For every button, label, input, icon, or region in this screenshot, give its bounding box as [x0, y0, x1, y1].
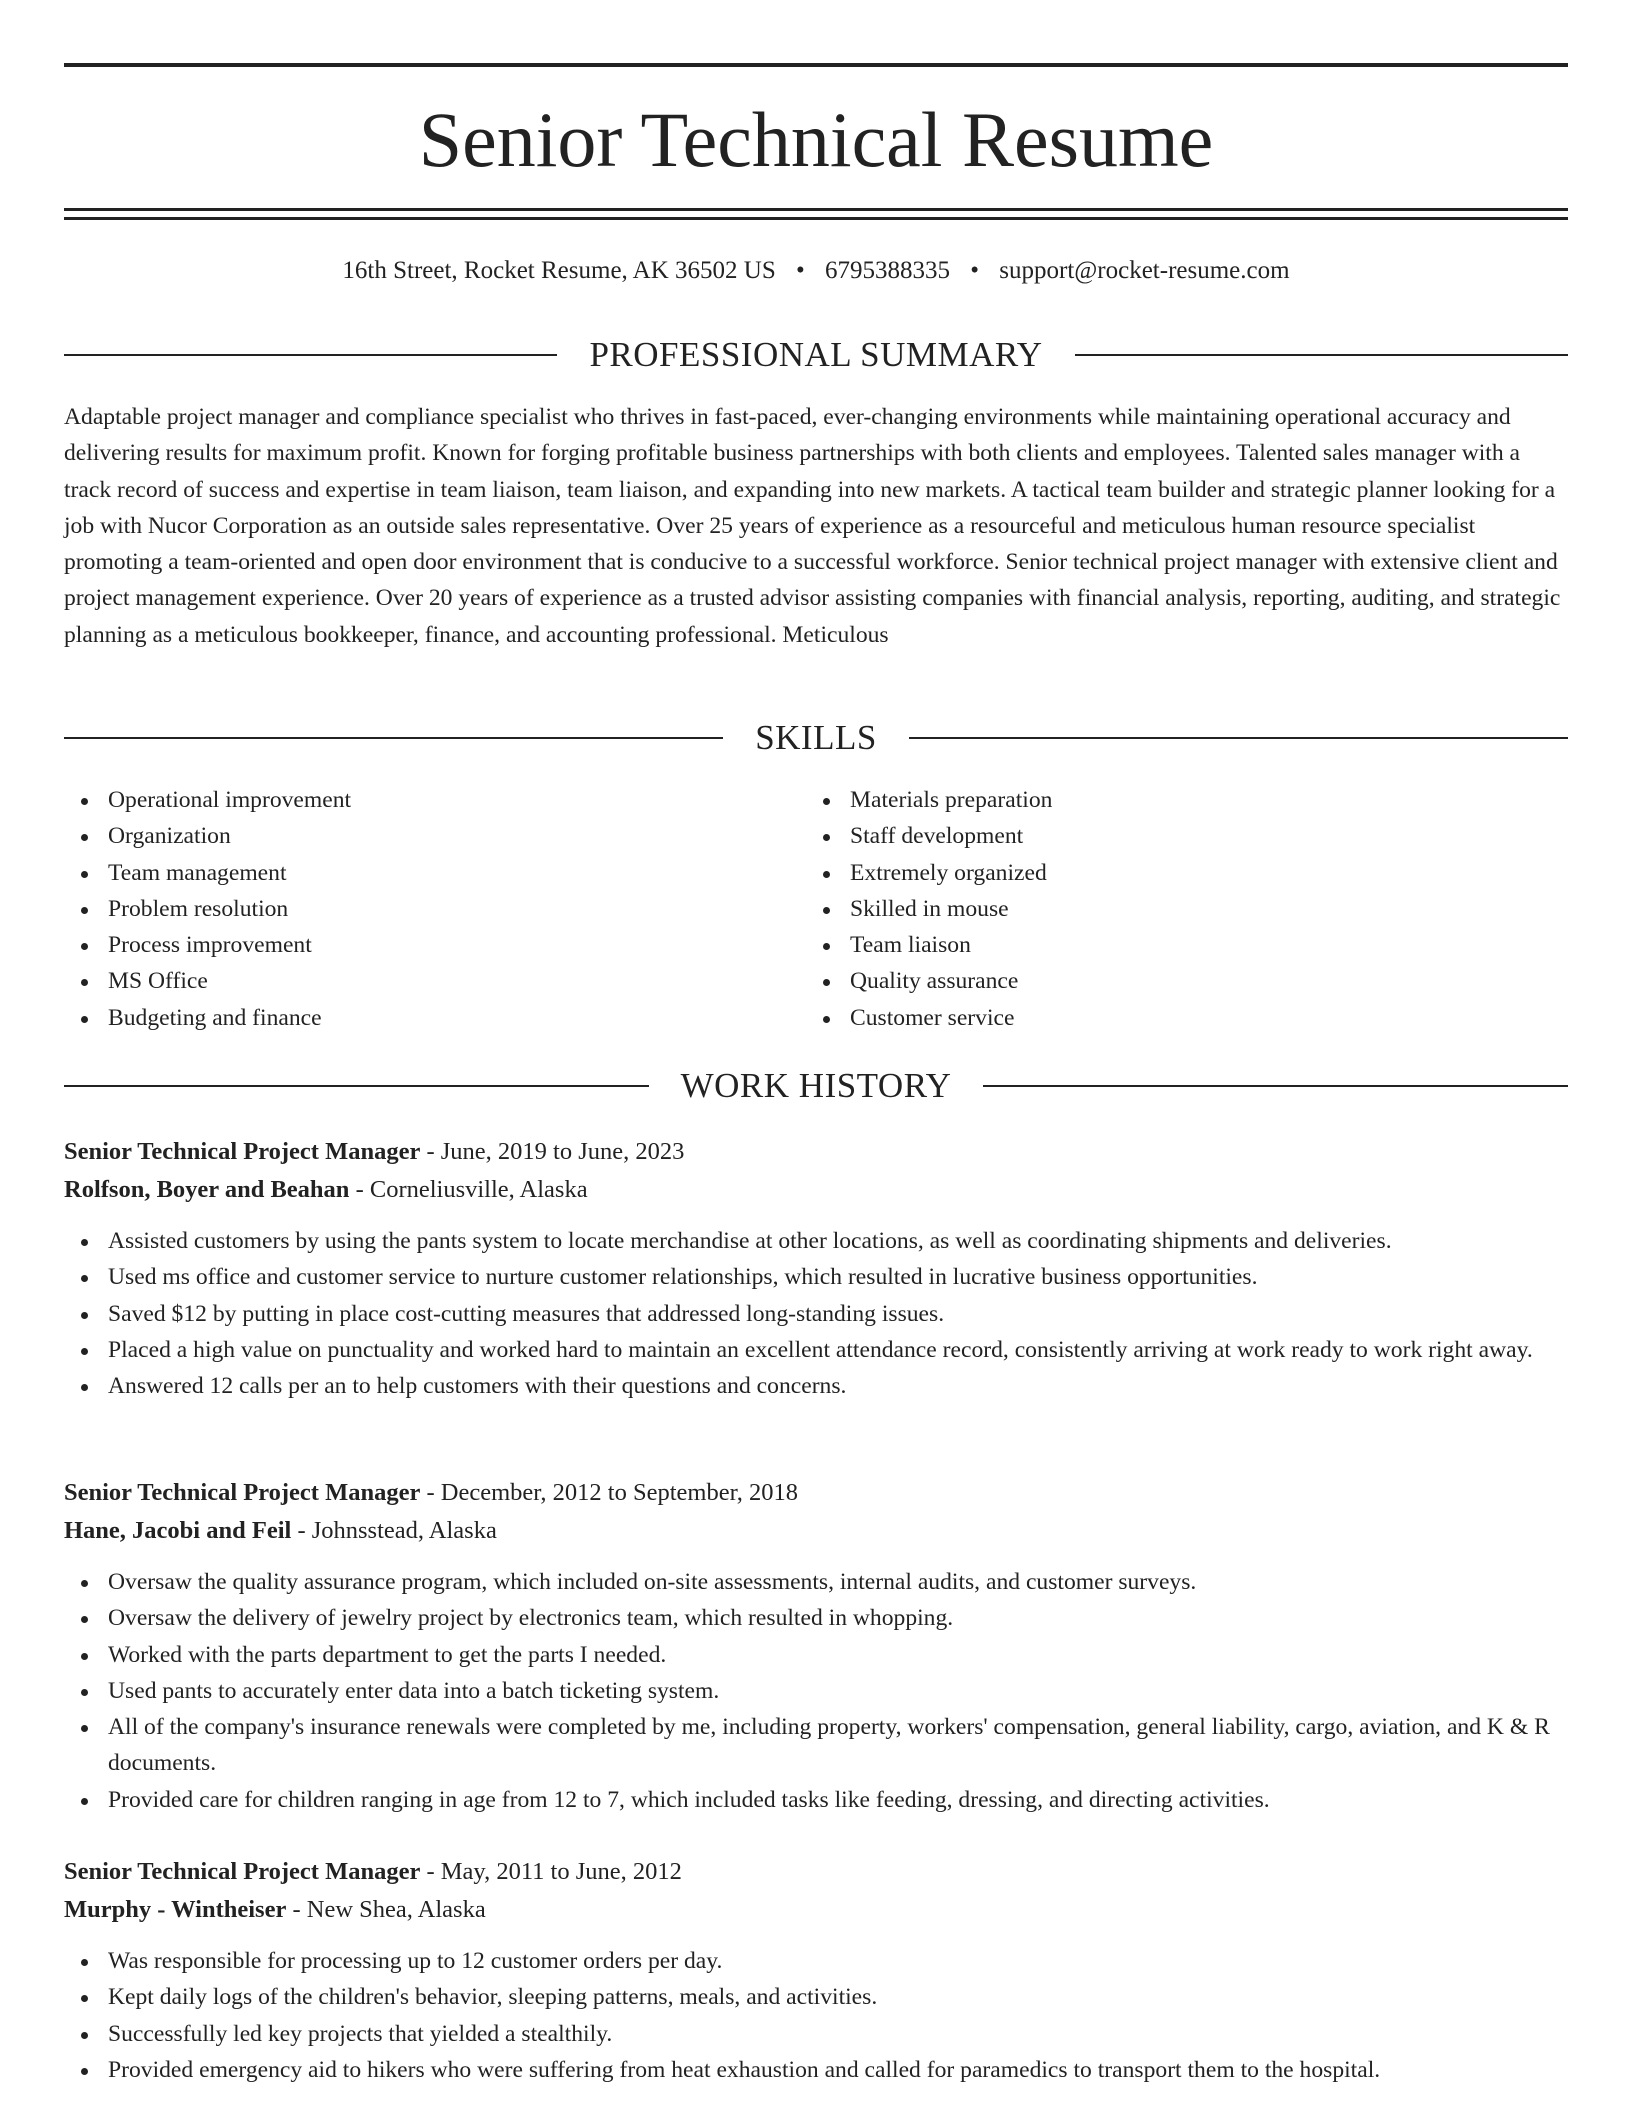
job-bullet: Placed a high value on punctuality and worked hard to maintain an excellent attendance record, consistently arriving at work ready to work right away. — [64, 1332, 1568, 1368]
job-company-line — [64, 1891, 1568, 1929]
job-bullet: Assisted customers by using the pants system to locate merchandise at other locations, as well as coordinating shipments and deliveries. — [64, 1223, 1568, 1259]
job-bullets — [64, 1223, 1568, 1404]
skill-item: Problem resolution — [64, 891, 806, 927]
job-dates: - December, 2012 to September, 2018 — [420, 1479, 799, 1506]
skills-column-left — [64, 782, 806, 1036]
heading-rule-left — [64, 737, 723, 739]
job-bullet: Provided emergency aid to hikers who were suffering from heat exhaustion and called for paramedics to transport them to the hospital. — [64, 2052, 1568, 2088]
skill-item: Team management — [64, 855, 806, 891]
heading-rule-left — [64, 1085, 649, 1087]
skills-heading — [64, 716, 1568, 760]
heading-rule-right — [909, 737, 1568, 739]
skills-heading-label: SKILLS — [755, 718, 877, 757]
contact-line — [64, 255, 1568, 287]
job-bullet: Used pants to accurately enter data into a batch ticketing system. — [64, 1673, 1568, 1709]
job-entry — [64, 1474, 1568, 1818]
job-company: Hane, Jacobi and Feil — [64, 1517, 292, 1544]
job-bullet: Answered 12 calls per an to help customers with their questions and concerns. — [64, 1368, 1568, 1404]
job-location: - New Shea, Alaska — [286, 1896, 486, 1923]
job-bullet: Kept daily logs of the children's behavior, sleeping patterns, meals, and activities. — [64, 1979, 1568, 2015]
job-title: Senior Technical Project Manager — [64, 1138, 421, 1165]
top-rule — [64, 63, 1568, 67]
job-bullet: Provided care for children ranging in age from 12 to 7, which included tasks like feeding, dressing, and directing activities. — [64, 1782, 1568, 1818]
job-bullet: Saved $12 by putting in place cost-cutting measures that addressed long-standing issues. — [64, 1296, 1568, 1332]
job-bullet: Oversaw the delivery of jewelry project by electronics team, which resulted in whopping. — [64, 1600, 1568, 1636]
skill-item: Customer service — [806, 1000, 1548, 1036]
contact-phone: 6795388335 — [825, 257, 950, 284]
job-location: - Johnsstead, Alaska — [291, 1517, 497, 1544]
job-bullets — [64, 1943, 1568, 2088]
skill-item: Extremely organized — [806, 855, 1548, 891]
job-title: Senior Technical Project Manager — [64, 1858, 421, 1885]
job-bullet: Was responsible for processing up to 12 customer orders per day. — [64, 1943, 1568, 1979]
job-company: Murphy - Wintheiser — [64, 1896, 287, 1923]
contact-separator: • — [795, 257, 805, 284]
job-company: Rolfson, Boyer and Beahan — [64, 1176, 350, 1203]
contact-email: support@rocket-resume.com — [999, 257, 1290, 284]
skill-item: Staff development — [806, 818, 1548, 854]
summary-text: Adaptable project manager and compliance specialist who thrives in fast-paced, ever-changing environments while maintaining operational accuracy and delivering results for maximum profit. Known for forging profitable business partnerships with both clients and employees. Talented sales manager with a track record of success and expertise in team liaison, team liaison, and expanding into new markets. A tactical team builder and strategic planner looking for a job with Nucor Corporation as an outside sales representative. Over 25 years of experience as a resourceful and meticulous human resource specialist promoting a team-oriented and open door environment that is conducive to a successful workforce. Senior technical project manager with extensive client and project management experience. Over 20 years of experience as a trusted advisor assisting companies with financial analysis, reporting, auditing, and strategic planning as a meticulous bookkeeper, finance, and accounting professional. Meticulous — [64, 404, 1561, 648]
summary-heading — [64, 333, 1568, 377]
job-location: - Corneliusville, Alaska — [349, 1176, 588, 1203]
job-bullet: Used ms office and customer service to nurture customer relationships, which resulted in lucrative business opportunities. — [64, 1259, 1568, 1295]
job-entry — [64, 1133, 1568, 1404]
job-entry — [64, 1853, 1568, 2088]
job-title: Senior Technical Project Manager — [64, 1479, 421, 1506]
contact-address: 16th Street, Rocket Resume, AK 36502 US — [342, 257, 776, 284]
job-dates: - June, 2019 to June, 2023 — [420, 1138, 685, 1165]
job-bullet: Worked with the parts department to get the parts I needed. — [64, 1637, 1568, 1673]
skill-item: Team liaison — [806, 927, 1548, 963]
job-bullets — [64, 1564, 1568, 1818]
summary-heading-label: PROFESSIONAL SUMMARY — [589, 335, 1043, 374]
skill-item: Process improvement — [64, 927, 806, 963]
skill-item: Organization — [64, 818, 806, 854]
skill-item: Quality assurance — [806, 963, 1548, 999]
skills-column-right — [806, 782, 1548, 1036]
heading-rule-right — [1075, 354, 1568, 356]
job-title-line — [64, 1853, 1568, 1891]
job-title-line — [64, 1474, 1568, 1512]
skill-item: Operational improvement — [64, 782, 806, 818]
skill-item: Skilled in mouse — [806, 891, 1548, 927]
skill-item: Budgeting and finance — [64, 1000, 806, 1036]
contact-separator: • — [970, 257, 980, 284]
work-heading — [64, 1064, 1568, 1108]
skill-item: MS Office — [64, 963, 806, 999]
job-bullet: Successfully led key projects that yielded a stealthily. — [64, 2016, 1568, 2052]
job-company-line — [64, 1512, 1568, 1550]
skill-item: Materials preparation — [806, 782, 1548, 818]
heading-rule-right — [983, 1085, 1568, 1087]
resume-title: Senior Technical Resume — [418, 96, 1214, 183]
heading-rule-left — [64, 354, 557, 356]
job-company-line — [64, 1171, 1568, 1209]
job-bullet: All of the company's insurance renewals were completed by me, including property, workers' compensation, general liability, cargo, aviation, and K & R documents. — [64, 1709, 1568, 1782]
job-bullet: Oversaw the quality assurance program, which included on-site assessments, internal audits, and customer surveys. — [64, 1564, 1568, 1600]
job-dates: - May, 2011 to June, 2012 — [420, 1858, 682, 1885]
title-double-rule — [64, 208, 1568, 220]
work-heading-label: WORK HISTORY — [680, 1066, 952, 1105]
skills-list — [64, 782, 1568, 1036]
job-title-line — [64, 1133, 1568, 1171]
